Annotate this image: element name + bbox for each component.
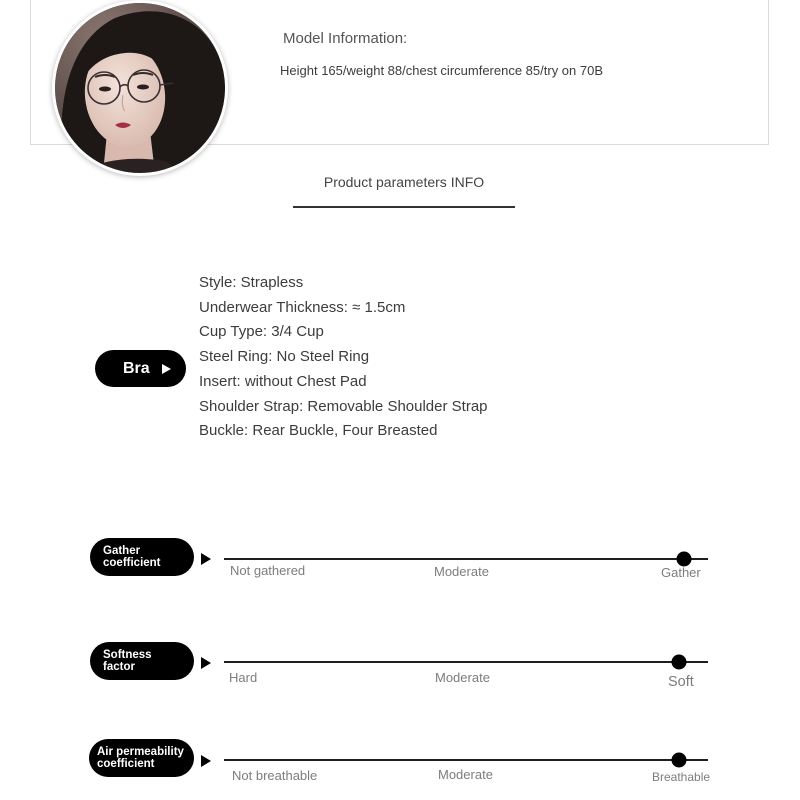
badge-label-line: Softness xyxy=(103,649,152,661)
scale-mid-label: Moderate xyxy=(435,670,490,685)
model-photo-icon xyxy=(55,3,225,173)
badge-label-line: Gather xyxy=(103,545,141,557)
scale-max-label: Breathable xyxy=(652,770,711,784)
param-steel-ring: Steel Ring: No Steel Ring xyxy=(199,348,370,366)
model-info-title: Model Information: xyxy=(283,30,408,47)
scale-mid-label: Moderate xyxy=(438,767,493,782)
triangle-right-icon xyxy=(201,553,211,565)
air-permeability-badge xyxy=(89,739,194,777)
badge-label-line: coefficient xyxy=(97,758,155,770)
product-params-list xyxy=(199,271,488,444)
scale-min-label: Not gathered xyxy=(230,563,306,578)
air-permeability-scale-track xyxy=(224,752,708,768)
param-buckle: Buckle: Rear Buckle, Four Breasted xyxy=(199,422,438,440)
scale-line xyxy=(224,759,708,761)
scale-max-label: Gather xyxy=(661,565,701,580)
param-thickness: Underwear Thickness: ≈ 1.5cm xyxy=(199,298,406,316)
scale-min-label: Hard xyxy=(229,670,258,685)
level-indicator-dot xyxy=(671,753,686,768)
badge-label-line: coefficient xyxy=(103,557,161,569)
badge-label xyxy=(103,545,161,569)
play-arrow-icon xyxy=(162,364,171,374)
triangle-right-icon xyxy=(201,657,211,669)
rating-row-softness xyxy=(0,642,800,692)
model-measurements: Height 165/weight 88/chest circumference 85/try on 70B xyxy=(280,63,604,78)
softness-scale-track xyxy=(224,654,708,670)
section-underline xyxy=(293,206,515,208)
section-title: Product parameters INFO xyxy=(323,174,485,190)
level-indicator-dot xyxy=(671,655,686,670)
scale-mid-label: Moderate xyxy=(434,564,489,579)
gather-coefficient-badge xyxy=(90,538,194,576)
triangle-right-icon xyxy=(201,755,211,767)
param-cup-type: Cup Type: 3/4 Cup xyxy=(199,323,324,341)
param-insert: Insert: without Chest Pad xyxy=(199,372,367,390)
softness-factor-badge xyxy=(90,642,194,680)
badge-label-line: Air permeability xyxy=(97,746,184,758)
badge-label xyxy=(103,649,152,673)
scale-line xyxy=(224,661,708,663)
param-shoulder-strap: Shoulder Strap: Removable Shoulder Strap xyxy=(199,397,488,415)
category-badge xyxy=(95,350,186,387)
scale-line xyxy=(224,558,708,560)
badge-label xyxy=(97,746,184,770)
rating-row-air-permeability xyxy=(0,739,800,789)
param-style: Style: Strapless xyxy=(199,274,304,291)
rating-row-gather xyxy=(0,538,800,588)
category-label: Bra xyxy=(123,359,150,377)
scale-min-label: Not breathable xyxy=(232,768,318,783)
scale-max-label: Soft xyxy=(668,674,694,690)
model-avatar xyxy=(52,0,228,176)
badge-label-line: factor xyxy=(103,661,135,673)
